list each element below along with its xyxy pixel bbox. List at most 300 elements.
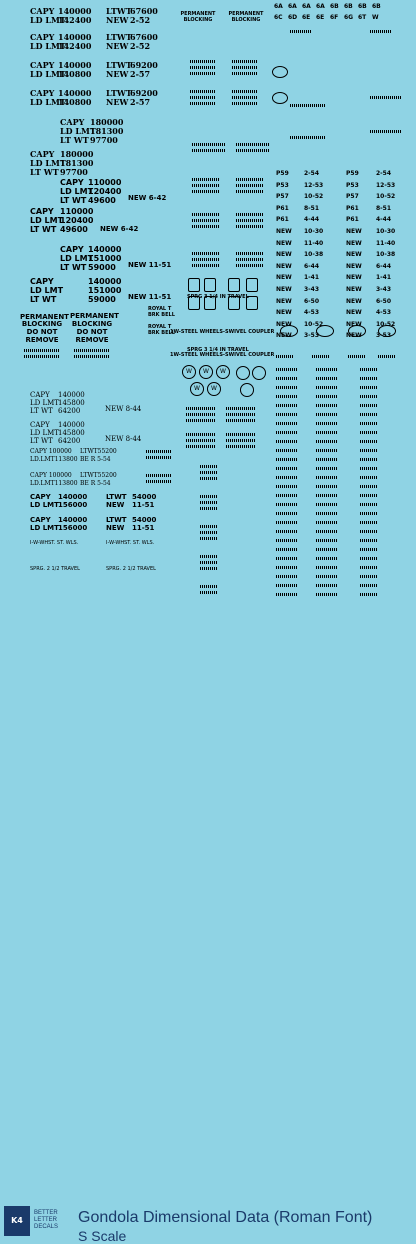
ltwt-label: LTWT bbox=[106, 516, 127, 524]
dimension-print bbox=[236, 252, 264, 255]
date-value: 4-53 bbox=[376, 309, 392, 316]
dimension-print bbox=[200, 591, 218, 594]
dimension-print bbox=[232, 90, 258, 93]
new-value: 11-51 bbox=[132, 524, 155, 532]
load-icon bbox=[246, 278, 258, 292]
date-prefix: P59 bbox=[276, 170, 289, 177]
code: 6F bbox=[330, 14, 339, 21]
dimension-print bbox=[146, 450, 172, 453]
dimension-print bbox=[276, 395, 298, 398]
date-value: 12-53 bbox=[376, 182, 396, 189]
date-prefix: NEW bbox=[346, 240, 362, 247]
dimension-print bbox=[190, 72, 216, 75]
ltwt-label: LT WT bbox=[60, 135, 89, 145]
date-prefix: NEW bbox=[346, 309, 362, 316]
dimension-print bbox=[276, 467, 298, 470]
emblem-icon bbox=[316, 325, 334, 337]
ldlmt-value: 181300 bbox=[60, 158, 94, 168]
dimension-print bbox=[190, 66, 216, 69]
capy-label: CAPY bbox=[30, 32, 55, 42]
date-prefix: NEW bbox=[276, 309, 292, 316]
new-label: NEW bbox=[106, 15, 129, 25]
capy-value: 180000 bbox=[90, 117, 124, 127]
dimension-print bbox=[192, 264, 220, 267]
new-date: NEW 8-44 bbox=[105, 405, 142, 413]
blocking-line: DO NOT bbox=[26, 328, 58, 336]
capy-line: CAPY 100000 bbox=[30, 472, 72, 479]
dimension-print bbox=[226, 433, 256, 436]
ldlmt-value: 140800 bbox=[58, 69, 92, 79]
blocking-small: PERMANENT BLOCKING bbox=[180, 11, 216, 23]
dimension-print bbox=[186, 413, 216, 416]
dimension-print bbox=[276, 512, 298, 515]
dimension-print bbox=[276, 494, 298, 497]
ldlmt-label: LD LMT bbox=[30, 286, 64, 295]
dimension-print bbox=[360, 494, 378, 497]
coupler-line: 1W-STEEL WHEELS-SWIVEL COUPLER bbox=[170, 329, 275, 335]
ltwt-value: 64200 bbox=[58, 437, 81, 445]
date-value: 3-53 bbox=[376, 332, 392, 339]
w-circle-icon: W bbox=[216, 365, 230, 379]
logo-sub-line: LETTER bbox=[34, 1217, 58, 1223]
ldlmt-label: LD LMT bbox=[30, 216, 64, 225]
capy-line: CAPY 100000 bbox=[30, 448, 72, 455]
dimension-print bbox=[236, 225, 264, 228]
date-prefix: NEW bbox=[276, 321, 292, 328]
ltwt-label: LT WT bbox=[30, 437, 53, 445]
new-label: NEW bbox=[106, 501, 125, 509]
new-value: 2-52 bbox=[130, 15, 151, 25]
dimension-print bbox=[146, 456, 172, 459]
code: 6T bbox=[358, 14, 367, 21]
spring-travel: SPRG 3 1/4 IN TRAVEL bbox=[187, 294, 249, 300]
date-prefix: NEW bbox=[346, 321, 362, 328]
date-prefix: NEW bbox=[276, 286, 292, 293]
dimension-print bbox=[360, 485, 378, 488]
ldlmt-value: 151000 bbox=[88, 286, 122, 295]
ltwt-label: LTWT bbox=[106, 493, 127, 501]
dimension-print bbox=[200, 561, 218, 564]
date-value: 3-43 bbox=[304, 286, 320, 293]
date-value: 10-30 bbox=[376, 228, 396, 235]
dimension-print bbox=[276, 422, 298, 425]
dimension-print bbox=[192, 225, 220, 228]
date-prefix: P61 bbox=[346, 216, 359, 223]
blocking-line: PERMANENT bbox=[70, 312, 119, 320]
load-icon bbox=[188, 278, 200, 292]
dimension-print bbox=[316, 530, 338, 533]
dimension-print bbox=[200, 555, 218, 558]
dimension-print bbox=[276, 413, 298, 416]
code: 6B bbox=[372, 3, 381, 10]
dimension-print bbox=[360, 530, 378, 533]
dimension-print bbox=[276, 458, 298, 461]
date-prefix: P57 bbox=[346, 193, 359, 200]
ldlmt-value: 151000 bbox=[88, 254, 122, 263]
dimension-print bbox=[236, 190, 264, 193]
new-value: 2-57 bbox=[130, 97, 151, 107]
dimension-print bbox=[360, 467, 378, 470]
date-value: 4-44 bbox=[376, 216, 392, 223]
ltwt-label: LTWT bbox=[106, 88, 132, 98]
ldlmt-value: 145800 bbox=[58, 399, 85, 407]
dimension-print bbox=[146, 480, 172, 483]
dimension-print bbox=[316, 512, 338, 515]
reweigh-line: BE R 5-54 bbox=[80, 480, 111, 487]
dimension-print bbox=[200, 501, 218, 504]
ltwt-value: 54000 bbox=[132, 516, 157, 524]
date-value: 10-38 bbox=[376, 251, 396, 258]
code: 6E bbox=[302, 14, 311, 21]
capy-value: 140000 bbox=[58, 493, 88, 501]
dimension-print bbox=[360, 377, 378, 380]
dimension-print bbox=[186, 419, 216, 422]
dimension-print bbox=[276, 503, 298, 506]
dimension-print bbox=[316, 521, 338, 524]
date-prefix: P53 bbox=[276, 182, 289, 189]
capy-label: CAPY bbox=[30, 277, 54, 286]
dimension-print bbox=[232, 66, 258, 69]
code: W bbox=[372, 14, 379, 21]
ldlmt-label: LD LMT bbox=[30, 69, 66, 79]
ldlmt-value: 142400 bbox=[58, 41, 92, 51]
dimension-print bbox=[276, 575, 298, 578]
dimension-print bbox=[276, 557, 298, 560]
ldlmt-value: 120400 bbox=[60, 216, 94, 225]
spring-travel: SPRG 3 1/4 IN TRAVEL bbox=[187, 347, 249, 353]
date-value: 10-52 bbox=[376, 321, 396, 328]
date-value: 10-52 bbox=[304, 193, 324, 200]
dimension-print bbox=[236, 258, 264, 261]
date-prefix: NEW bbox=[276, 228, 292, 235]
dimension-print bbox=[190, 96, 216, 99]
dimension-print bbox=[276, 377, 298, 380]
dimension-print bbox=[276, 431, 298, 434]
capy-label: CAPY bbox=[30, 149, 55, 159]
capy-value: 180000 bbox=[60, 149, 94, 159]
reweigh-line: BE R 5-54 bbox=[80, 456, 111, 463]
dimension-print bbox=[316, 449, 338, 452]
dimension-print bbox=[236, 219, 264, 222]
blocking-line: BLOCKING bbox=[21, 320, 63, 328]
dimension-print bbox=[226, 407, 256, 410]
new-label: NEW bbox=[106, 41, 129, 51]
new-label: NEW bbox=[106, 69, 129, 79]
w-circle-icon: W bbox=[190, 382, 204, 396]
capy-label: CAPY bbox=[60, 117, 85, 127]
dimension-print bbox=[200, 471, 218, 474]
capy-value: 140000 bbox=[58, 60, 92, 70]
code: 6A bbox=[288, 3, 297, 10]
new-value: 2-57 bbox=[130, 69, 151, 79]
wheels-line: I-W-WHST. ST. WLS. bbox=[30, 540, 79, 546]
sheet-title: Gondola Dimensional Data (Roman Font) bbox=[78, 1209, 373, 1226]
ldlmt-line: LD.LMT113800 bbox=[30, 456, 78, 463]
dimension-print bbox=[190, 90, 216, 93]
dimension-print bbox=[360, 584, 378, 587]
ltwt-line: LTWT55200 bbox=[80, 448, 117, 455]
new-value: 2-52 bbox=[130, 41, 151, 51]
royal-line: ROYAL T bbox=[148, 324, 172, 330]
ldlmt-value: 142400 bbox=[58, 15, 92, 25]
emblem-icon bbox=[348, 325, 366, 337]
dimension-print bbox=[360, 422, 378, 425]
fine-print bbox=[24, 355, 60, 358]
ldlmt-value: 120400 bbox=[88, 187, 122, 196]
ltwt-line: LTWT55200 bbox=[80, 472, 117, 479]
dimension-print bbox=[360, 512, 378, 515]
date-value: 6-50 bbox=[376, 298, 392, 305]
date-value: 4-44 bbox=[304, 216, 320, 223]
ltwt-label: LTWT bbox=[106, 6, 132, 16]
wheel-print bbox=[370, 130, 402, 133]
dimension-print bbox=[192, 178, 220, 181]
code: 6B bbox=[344, 3, 353, 10]
dimension-print bbox=[316, 413, 338, 416]
ltwt-value: 67600 bbox=[130, 32, 158, 42]
load-icon bbox=[204, 278, 216, 292]
dimension-print bbox=[276, 440, 298, 443]
royal-line: BRK BELL bbox=[148, 330, 175, 336]
date-value: 10-52 bbox=[376, 193, 396, 200]
ltwt-label: LT WT bbox=[30, 167, 59, 177]
dimension-print bbox=[192, 143, 226, 146]
dimension-print bbox=[276, 530, 298, 533]
ltwt-value: 54000 bbox=[132, 493, 157, 501]
blocking-line: REMOVE bbox=[25, 336, 59, 344]
dimension-print bbox=[192, 149, 226, 152]
blocking-small: PERMANENT BLOCKING bbox=[228, 11, 264, 23]
emblem-icon bbox=[272, 66, 288, 78]
dimension-print bbox=[316, 557, 338, 560]
new-value: 11-51 bbox=[132, 501, 155, 509]
date-value: 1-41 bbox=[304, 274, 320, 281]
dimension-print bbox=[200, 477, 218, 480]
ldlmt-label: LD LMT bbox=[30, 524, 59, 532]
date-value: 6-50 bbox=[304, 298, 320, 305]
capy-value: 110000 bbox=[60, 207, 94, 216]
date-prefix: NEW bbox=[346, 286, 362, 293]
date-prefix: NEW bbox=[346, 251, 362, 258]
spring-print bbox=[290, 30, 312, 33]
dimension-print bbox=[316, 494, 338, 497]
dimension-print bbox=[236, 143, 270, 146]
seal-icon bbox=[252, 366, 266, 380]
dimension-print bbox=[316, 404, 338, 407]
date-value: 6-44 bbox=[376, 263, 392, 270]
dimension-print bbox=[316, 575, 338, 578]
dimension-print bbox=[226, 445, 256, 448]
ltwt-value: 97700 bbox=[60, 167, 88, 177]
date-value: 11-40 bbox=[304, 240, 324, 247]
dimension-print bbox=[226, 419, 256, 422]
code-row: 6A bbox=[274, 3, 283, 10]
dimension-print bbox=[316, 422, 338, 425]
spring-travel-line: SPRG. 2 1/2 TRAVEL bbox=[30, 566, 80, 572]
dimension-print bbox=[360, 593, 378, 596]
capy-value: 140000 bbox=[58, 421, 85, 429]
wheel-print bbox=[290, 136, 326, 139]
dimension-print bbox=[360, 413, 378, 416]
dimension-print bbox=[316, 386, 338, 389]
dimension-print bbox=[232, 96, 258, 99]
dimension-print bbox=[200, 525, 218, 528]
royal-line: ROYAL T bbox=[148, 306, 172, 312]
date-value: 6-44 bbox=[304, 263, 320, 270]
dimension-print bbox=[192, 184, 220, 187]
ldlmt-value: 156000 bbox=[58, 524, 88, 532]
ltwt-value: 64200 bbox=[58, 407, 81, 415]
dimension-print bbox=[200, 465, 218, 468]
dimension-print bbox=[316, 377, 338, 380]
wheels-line: I-W-WHST. ST. WLS. bbox=[106, 540, 155, 546]
blocking-line: DO NOT bbox=[76, 328, 108, 336]
footer bbox=[0, 602, 416, 1244]
dimension-print bbox=[200, 537, 218, 540]
new-date: NEW 11-51 bbox=[128, 261, 172, 269]
date-prefix: P61 bbox=[276, 216, 289, 223]
date-prefix: P59 bbox=[346, 170, 359, 177]
date-prefix: NEW bbox=[276, 274, 292, 281]
date-value: 8-51 bbox=[376, 205, 392, 212]
dimension-print bbox=[316, 503, 338, 506]
code: 6A bbox=[302, 3, 311, 10]
ldlmt-value: 156000 bbox=[58, 501, 88, 509]
date-prefix: NEW bbox=[346, 228, 362, 235]
date-value: 10-52 bbox=[304, 321, 324, 328]
dimension-print bbox=[316, 458, 338, 461]
date-value: 3-53 bbox=[304, 332, 320, 339]
date-value: 11-40 bbox=[376, 240, 396, 247]
date-prefix: NEW bbox=[276, 240, 292, 247]
dimension-print bbox=[360, 575, 378, 578]
capy-label: CAPY bbox=[30, 493, 51, 501]
logo-sub-line: BETTER bbox=[34, 1210, 58, 1216]
fine-print bbox=[24, 349, 60, 352]
dimension-print bbox=[360, 557, 378, 560]
dimension-print bbox=[360, 395, 378, 398]
capy-label: CAPY bbox=[30, 6, 55, 16]
ldlmt-label: LD LMT bbox=[30, 158, 66, 168]
code: 6G bbox=[344, 14, 354, 21]
w-circle-icon: W bbox=[207, 382, 221, 396]
ltwt-label: LTWT bbox=[106, 60, 132, 70]
dimension-print bbox=[200, 495, 218, 498]
capy-label: CAPY bbox=[60, 245, 84, 254]
dimension-print bbox=[316, 467, 338, 470]
date-value: 10-38 bbox=[304, 251, 324, 258]
new-date: NEW 11-51 bbox=[128, 293, 172, 301]
ltwt-value: 69200 bbox=[130, 60, 158, 70]
dimension-print bbox=[192, 213, 220, 216]
capy-value: 140000 bbox=[58, 516, 88, 524]
ltwt-value: 69200 bbox=[130, 88, 158, 98]
ltwt-value: 97700 bbox=[90, 135, 118, 145]
royal-line: BRK BELL bbox=[148, 312, 175, 318]
dimension-print bbox=[360, 386, 378, 389]
emblem-print bbox=[276, 355, 294, 358]
ldlmt-label: LD LMT bbox=[60, 187, 94, 196]
dimension-print bbox=[360, 368, 378, 371]
capy-label: CAPY bbox=[30, 207, 54, 216]
date-prefix: NEW bbox=[276, 263, 292, 270]
capy-value: 140000 bbox=[58, 88, 92, 98]
dimension-print bbox=[360, 539, 378, 542]
wheel-print bbox=[290, 104, 326, 107]
dimension-print bbox=[276, 449, 298, 452]
date-prefix: NEW bbox=[346, 298, 362, 305]
dimension-print bbox=[276, 521, 298, 524]
logo-subtitle bbox=[34, 1210, 58, 1231]
dimension-print bbox=[276, 476, 298, 479]
new-date: NEW 8-44 bbox=[105, 435, 142, 443]
blocking-line: BLOCKING bbox=[71, 320, 113, 328]
capy-value: 140000 bbox=[88, 277, 122, 286]
ltwt-label: LT WT bbox=[60, 196, 87, 205]
dimension-print bbox=[316, 539, 338, 542]
date-prefix: P61 bbox=[276, 205, 289, 212]
load-icon bbox=[228, 278, 240, 292]
dimension-print bbox=[316, 485, 338, 488]
logo: K4 bbox=[4, 1206, 30, 1236]
dimension-print bbox=[360, 476, 378, 479]
dimension-print bbox=[200, 507, 218, 510]
seal-icon bbox=[236, 366, 250, 380]
ldlmt-line: LD.LMT113800 bbox=[30, 480, 78, 487]
fine-print bbox=[74, 349, 110, 352]
date-value: 2-54 bbox=[304, 170, 320, 177]
ldlmt-value: 140800 bbox=[58, 97, 92, 107]
capy-label: CAPY bbox=[60, 178, 84, 187]
date-prefix: NEW bbox=[346, 274, 362, 281]
dimension-print bbox=[236, 184, 264, 187]
code: 6E bbox=[316, 14, 325, 21]
dimension-print bbox=[360, 458, 378, 461]
seal-icon bbox=[240, 383, 254, 397]
dimension-print bbox=[226, 413, 256, 416]
ltwt-value: 67600 bbox=[130, 6, 158, 16]
dimension-print bbox=[276, 368, 298, 371]
blocking-line: REMOVE bbox=[75, 336, 109, 344]
date-prefix: NEW bbox=[346, 263, 362, 270]
dimension-print bbox=[192, 252, 220, 255]
date-value: 8-51 bbox=[304, 205, 320, 212]
code: 6D bbox=[288, 14, 298, 21]
dimension-print bbox=[360, 449, 378, 452]
ltwt-label: LTWT bbox=[106, 32, 132, 42]
date-prefix: P53 bbox=[346, 182, 359, 189]
dimension-print bbox=[232, 102, 258, 105]
dimension-print bbox=[360, 431, 378, 434]
code: 6C bbox=[274, 14, 283, 21]
dimension-print bbox=[200, 531, 218, 534]
ldlmt-label: LD LMT bbox=[30, 429, 59, 437]
ltwt-value: 49600 bbox=[88, 196, 116, 205]
dimension-print bbox=[190, 60, 216, 63]
ldlmt-value: 181300 bbox=[90, 126, 124, 136]
emblem-icon bbox=[280, 325, 298, 337]
new-label: NEW bbox=[106, 97, 129, 107]
dimension-print bbox=[316, 395, 338, 398]
dimension-print bbox=[236, 264, 264, 267]
dimension-print bbox=[316, 431, 338, 434]
date-value: 10-30 bbox=[304, 228, 324, 235]
dimension-print bbox=[276, 584, 298, 587]
dimension-print bbox=[360, 404, 378, 407]
emblem-print bbox=[378, 355, 396, 358]
emblem-icon bbox=[378, 325, 396, 337]
ldlmt-label: LD LMT bbox=[60, 254, 94, 263]
